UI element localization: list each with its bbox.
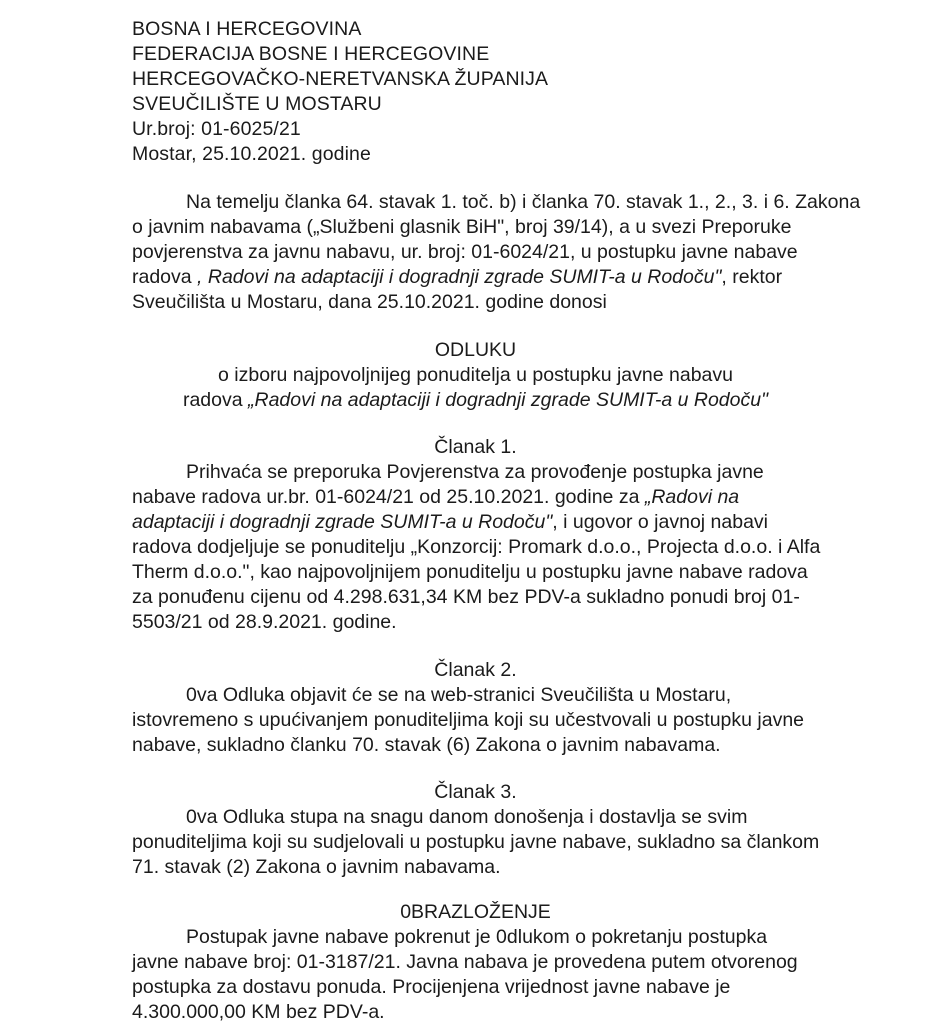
article-1-heading: Članak 1. bbox=[434, 436, 517, 458]
header-university: SVEUČILIŠTE U MOSTARU bbox=[132, 93, 382, 115]
preamble-works-label: radova bbox=[132, 266, 198, 288]
article-3-line-2: ponuditeljima koji su sudjelovali u postupku javne nabave, sukladno sa člankom bbox=[132, 831, 820, 853]
header-federation: FEDERACIJA BOSNE I HERCEGOVINE bbox=[132, 43, 490, 65]
decision-project-title: „Radovi na adaptaciji i dogradnji zgrade SUMIT-a u Rodoču" bbox=[248, 389, 769, 411]
rationale-heading: 0BRAZLOŽENJE bbox=[400, 901, 551, 923]
article-3-line-1: 0va Odluka stupa na snagu danom donošenja i dostavlja se svim bbox=[186, 806, 748, 828]
article-1-line-4: radova dodjeljuje se ponuditelju „Konzorcij: Promark d.o.o., Projecta d.o.o. i Alfa bbox=[132, 536, 821, 558]
decision-works-label: radova bbox=[182, 389, 249, 411]
article-1-project-title: „Radovi na bbox=[644, 486, 740, 508]
article-1-text: Prihvaća se preporuka Povjerenstva za provođenje postupka javne bbox=[186, 461, 764, 483]
article-1-project-title: adaptaciji i dogradnji zgrade SUMIT-a u Rodoču" bbox=[132, 511, 553, 533]
header-country: BOSNA I HERCEGOVINA bbox=[132, 18, 362, 40]
article-1-line-5: Therm d.o.o.", kao najpovoljnijem ponuditelju u postupku javne nabave radova bbox=[132, 561, 808, 583]
preamble-line-1: Na temelju članka 64. stavak 1. toč. b) i članka 70. stavak 1., 2., 3. i 6. Zakona bbox=[186, 191, 861, 213]
article-1-text: nabave radova ur.br. 01-6024/21 od 25.10.2021. godine za bbox=[132, 486, 645, 508]
header-place-date: Mostar, 25.10.2021. godine bbox=[132, 143, 371, 165]
decision-title: ODLUKU bbox=[434, 339, 517, 361]
header-reference-number: Ur.broj: 01-6025/21 bbox=[132, 118, 301, 140]
rationale-line-1: Postupak javne nabave pokrenut je 0dlukom o pokretanju postupka bbox=[186, 926, 768, 948]
article-1-line-7: 5503/21 od 28.9.2021. godine. bbox=[132, 611, 397, 633]
article-1-line-3 bbox=[132, 510, 768, 534]
preamble-project-title: , Radovi na adaptaciji i dogradnji zgrade SUMIT-a u Rodoču" bbox=[197, 266, 722, 288]
preamble-line-4 bbox=[132, 265, 782, 289]
article-2-line-2: istovremeno s upućivanjem ponuditeljima koji su učestvovali u postupku javne bbox=[132, 709, 805, 731]
preamble-rector: , rektor bbox=[721, 266, 783, 288]
preamble-line-3: povjerenstva za javnu nabavu, ur. broj: 01-6024/21, u postupku javne nabave bbox=[132, 241, 798, 263]
rationale-line-4: 4.300.000,00 KM bez PDV-a. bbox=[132, 1001, 385, 1023]
article-1-line-6: za ponuđenu cijenu od 4.298.631,34 KM bez PDV-a sukladno ponudi broj 01- bbox=[132, 586, 800, 608]
decision-subtitle-1: o izboru najpovoljnijeg ponuditelja u postupku javne nabavu bbox=[218, 364, 733, 386]
rationale-line-2: javne nabave broj: 01-3187/21. Javna nabava je provedena putem otvorenog bbox=[132, 951, 798, 973]
article-2-line-3: nabave, sukladno članku 70. stavak (6) Zakona o javnim nabavama. bbox=[132, 734, 721, 756]
article-1-line-2 bbox=[132, 485, 739, 509]
article-1-line-1 bbox=[186, 460, 861, 484]
article-2-heading: Članak 2. bbox=[434, 659, 517, 681]
preamble-line-2: o javnim nabavama („Službeni glasnik BiH", broj 39/14), a u svezi Preporuke bbox=[132, 216, 792, 238]
preamble-line-5: Sveučilišta u Mostaru, dana 25.10.2021. godine donosi bbox=[132, 291, 607, 313]
article-3-line-3: 71. stavak (2) Zakona o javnim nabavama. bbox=[132, 856, 501, 878]
decision-subtitle-2 bbox=[0, 388, 951, 412]
article-2-line-1: 0va Odluka objavit će se na web-stranici Sveučilišta u Mostaru, bbox=[186, 684, 732, 706]
article-3-heading: Članak 3. bbox=[434, 781, 517, 803]
article-1-text: , i ugovor o javnoj nabavi bbox=[552, 511, 768, 533]
header-county: HERCEGOVAČKO-NERETVANSKA ŽUPANIJA bbox=[132, 68, 549, 90]
rationale-line-3: postupka za dostavu ponuda. Procijenjena vrijednost javne nabave je bbox=[132, 976, 731, 998]
